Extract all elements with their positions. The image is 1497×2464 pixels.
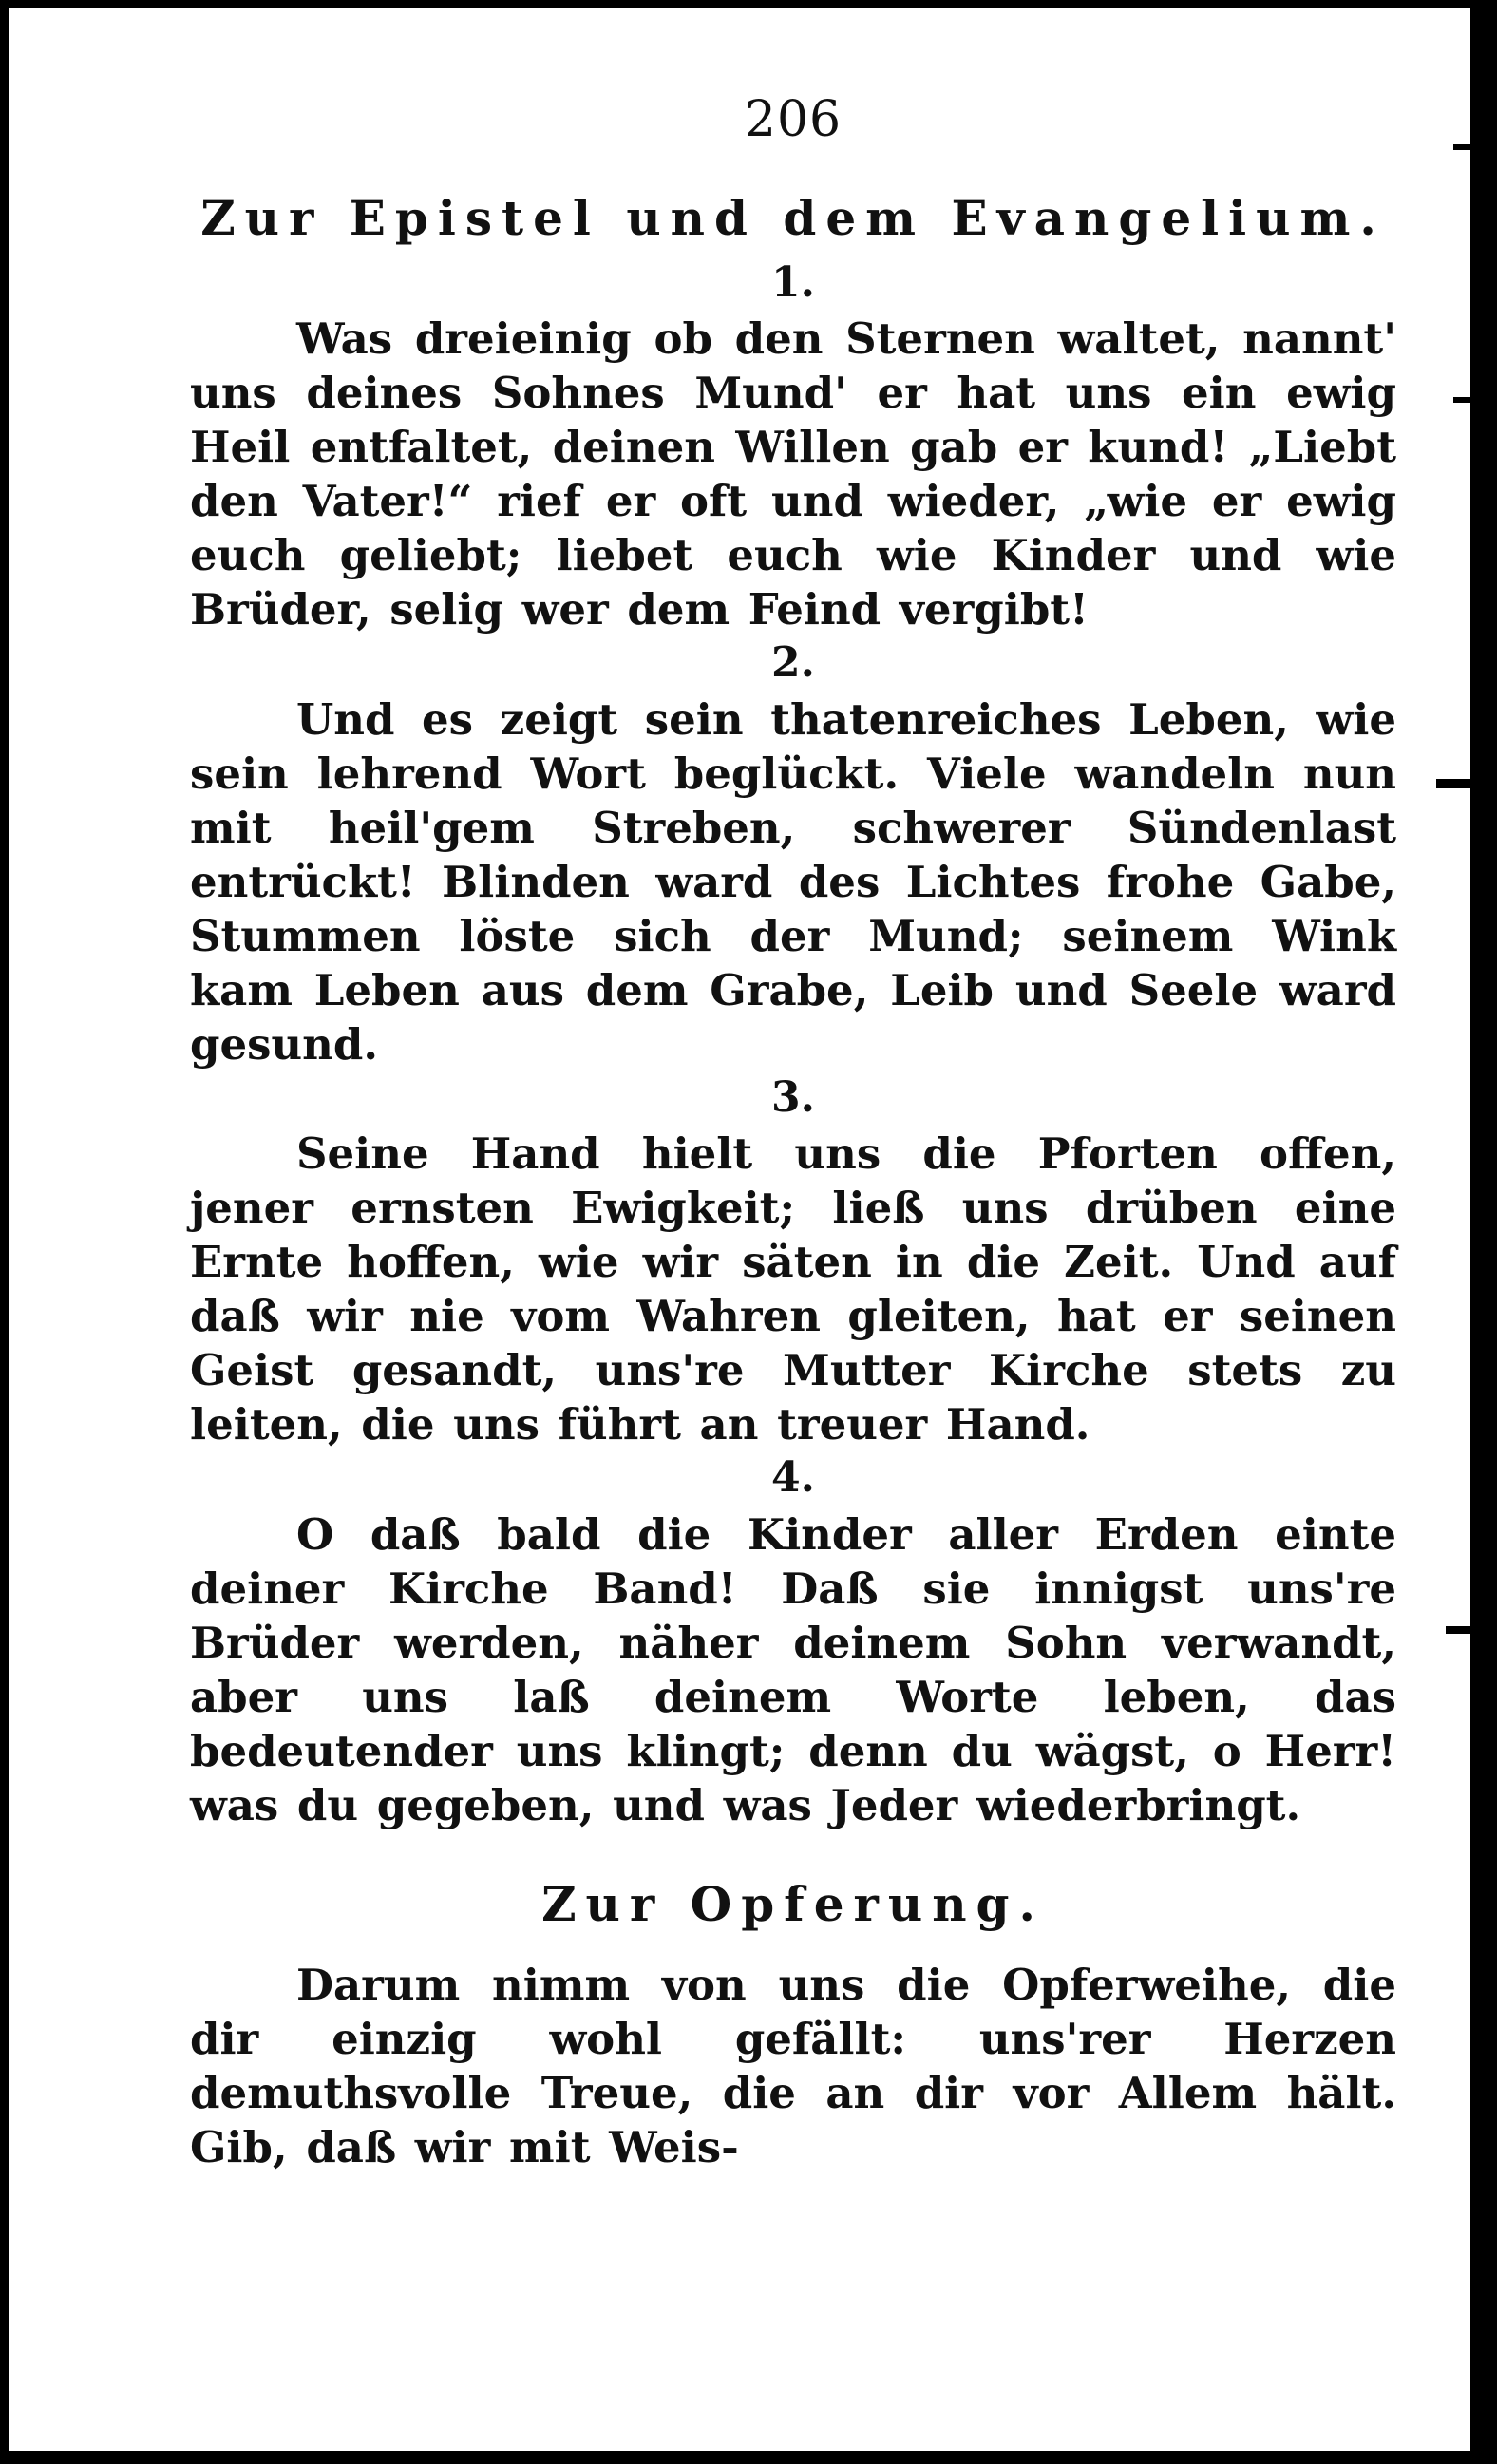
- margin-mark: [1453, 397, 1474, 403]
- stanza-text: Seine Hand hielt uns die Pforten offen, jener ernsten Ewigkeit; ließ uns drüben eine Ernte hoffen, wie wir säten in die Zeit. Und auf daß wir nie vom Wahren gleiten, hat er seinen Geist gesandt, uns're Mutter Kirche stets zu leiten, die uns führt an treuer Hand.: [190, 1128, 1396, 1450]
- section-heading-epistel: Zur Epistel und dem Evangelium.: [200, 190, 1386, 246]
- scan-border-top: [0, 0, 1497, 8]
- margin-mark: [1436, 779, 1474, 788]
- verse-number: 2.: [771, 638, 815, 688]
- book-page: [190, 91, 1396, 2174]
- stanza-text: O daß bald die Kinder aller Erden einte deiner Kirche Band! Daß sie innigst uns're Brüder werden, näher deinem Sohn verwandt, aber uns laß deinem Worte leben, das bedeutender uns klingt; denn du wägst, o Herr! was du gegeben, und was Jeder wiederbringt.: [190, 1508, 1396, 1830]
- margin-mark: [1453, 144, 1476, 150]
- margin-mark: [1446, 1626, 1474, 1634]
- verse-number: 3.: [771, 1072, 815, 1122]
- section-heading-opferung: Zur Opferung.: [541, 1875, 1045, 1932]
- scan-border-bottom: [0, 2451, 1497, 2464]
- page-edge-line: [1470, 0, 1473, 2464]
- verse-number: 1.: [771, 258, 815, 307]
- stanza-text: Und es zeigt sein thatenreiches Leben, wie sein lehrend Wort beglückt. Viele wandeln nun mit heil'gem Streben, schwerer Sündenlast entrückt! Blinden ward des Lichtes frohe Gabe, Stummen löste sich der Mund; seinem Wink kam Leben aus dem Grabe, Leib und Seele ward gesund.: [190, 693, 1396, 1070]
- verse-number: 4.: [771, 1453, 815, 1503]
- stanza-text: Was dreieinig ob den Sternen waltet, nannt' uns deines Sohnes Mund' er hat uns ein ewig Heil entfaltet, deinen Willen gab er kund! „Liebt den Vater!“ rief er oft und wieder, „wie er ewig euch geliebt; liebet euch wie Kinder und wie Brüder, selig wer dem Feind vergibt!: [190, 313, 1396, 635]
- scan-border-left: [0, 0, 9, 2464]
- page-number: 206: [744, 91, 843, 148]
- scan-border-right: [1472, 0, 1497, 2464]
- stanza-text: Darum nimm von uns die Opferweihe, die dir einzig wohl gefällt: uns'rer Herzen demuthsvolle Treue, die an dir vor Allem hält. Gib, daß wir mit Weis-: [190, 1959, 1396, 2172]
